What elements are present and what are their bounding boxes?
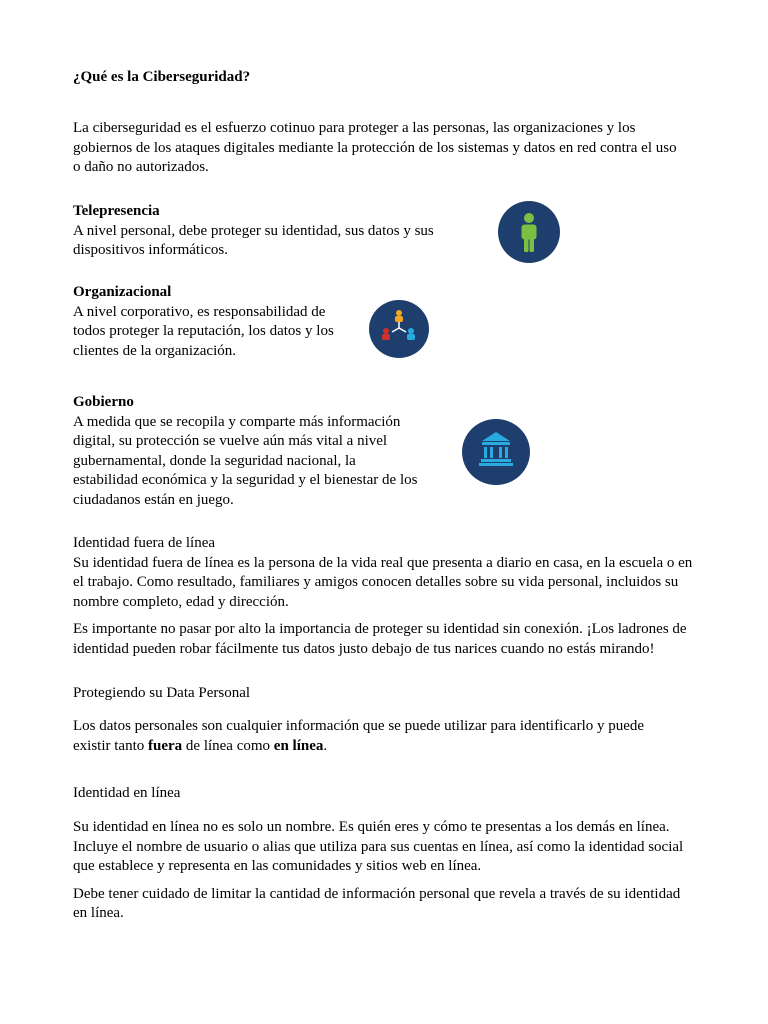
- person-icon: [498, 201, 560, 263]
- section-title: Organizacional: [73, 284, 172, 300]
- text-run: de línea como: [182, 737, 274, 754]
- section-body: A nivel personal, debe proteger su identidad, sus datos y sus dispositivos informáticos.: [73, 222, 434, 258]
- government-building-icon: [462, 419, 530, 485]
- section-body: A medida que se recopila y comparte más información digital, su protección se vuelve aún más vital a nivel gubernamental, donde la seguridad nacional, la estabilidad económica y la seguridad y el bienestar de los ciudadanos están en juego.: [73, 413, 418, 508]
- organization-network-icon: [369, 300, 429, 358]
- section-gobierno: [73, 393, 418, 510]
- text-run: Los datos personales son cualquier información que se puede utilizar para identificarlo y puede existir tanto: [73, 718, 645, 754]
- paragraph: Es importante no pasar por alto la importancia de proteger su identidad sin conexión. ¡Los ladrones de identidad pueden robar fácilmente tus datos justo debajo de tus narices cuando no estás mirando!: [73, 621, 687, 657]
- paragraph: Debe tener cuidado de limitar la cantidad de información personal que revela a través de su identidad en línea.: [73, 885, 681, 921]
- bold-run: en línea: [273, 737, 324, 754]
- section-organizacional: [73, 283, 358, 361]
- personal-data-paragraph: [73, 717, 673, 756]
- bold-run: fuera: [148, 737, 183, 754]
- section-heading: Protegiendo su Data Personal: [73, 685, 251, 701]
- page-title: ¿Qué es la Ciberseguridad?: [73, 69, 251, 85]
- text-run: .: [323, 737, 328, 754]
- section-heading: Identidad en línea: [73, 785, 181, 801]
- paragraph: Su identidad en línea no es solo un nombre. Es quién eres y cómo te presentas a los demás en línea. Incluye el nombre de usuario o alias que utiliza para sus cuentas en línea, así como la identidad social que establece y representa en las comunidades y sitios web en línea.: [73, 819, 684, 874]
- section-title: Telepresencia: [73, 203, 160, 219]
- intro-paragraph: La ciberseguridad es el esfuerzo cotinuo para proteger a las personas, las organizaciones y los gobiernos de los ataques digitales mediante la protección de los sistemas y datos en red contra el uso o daño no autorizados.: [73, 120, 677, 175]
- section-title: Gobierno: [73, 394, 134, 410]
- offline-identity-section: [73, 534, 703, 667]
- paragraph: Su identidad fuera de línea es la persona de la vida real que presenta a diario en casa, en la escuela o en el trabajo. Como resultado, familiares y amigos conocen detalles sobre su vida personal, incluidos su nombre completo, edad y dirección.: [73, 554, 693, 610]
- online-identity-section: [73, 818, 698, 932]
- section-body: A nivel corporativo, es responsabilidad de todos proteger la reputación, los datos y los clientes de la organización.: [73, 303, 334, 359]
- section-heading: Identidad fuera de línea: [73, 535, 216, 551]
- section-telepresencia: [73, 202, 463, 261]
